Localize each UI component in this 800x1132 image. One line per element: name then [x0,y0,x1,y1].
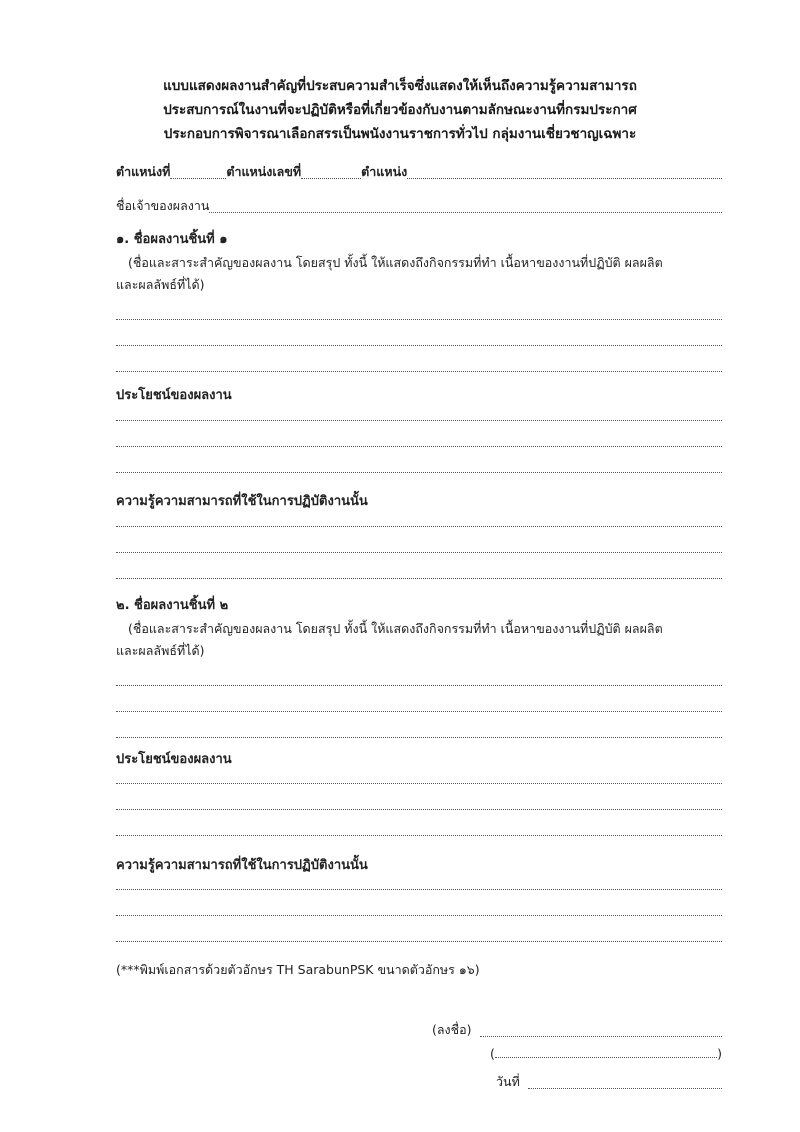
work1-benefit-heading: ประโยชน์ของผลงาน [116,388,232,403]
work1-heading: ๑. ชื่อผลงานชิ้นที่ ๑ [116,232,228,247]
position-number-field[interactable] [301,178,361,179]
work2-knowledge-heading: ความรู้ความสามารถที่ใช้ในการปฏิบัติงานนั้น [116,858,368,873]
position-no-field[interactable] [170,178,226,179]
position-field[interactable] [407,178,722,179]
work2-knowledge-line-3[interactable] [116,941,722,942]
owner-field[interactable] [209,212,722,213]
date-field[interactable] [528,1088,722,1089]
work2-summary-line-1[interactable] [116,685,722,686]
work1-benefit-line-2[interactable] [116,446,722,447]
position-fields-row [116,162,722,182]
work2-instruction [116,618,726,662]
work2-heading: ๒. ชื่อผลงานชิ้นที่ ๒ [116,598,229,613]
signature-label: (ลงชื่อ) [432,1022,472,1037]
position-number-label: ตำแหน่งเลขที่ [226,164,302,179]
position-label: ตำแหน่ง [361,164,408,179]
work1-instruction-line-1: (ชื่อและสาระสำคัญของผลงาน โดยสรุป ทั้งนี้ ให้แสดงถึงกิจกรรมที่ทำ เนื้อหาของงานที่ปฏิบัติ ผลผลิต [128,255,663,270]
work1-knowledge-line-3[interactable] [116,578,722,579]
signature-name-row [420,1046,722,1061]
position-no-label: ตำแหน่งที่ [116,164,171,179]
work2-knowledge-line-2[interactable] [116,915,722,916]
work2-summary-line-2[interactable] [116,711,722,712]
work1-instruction-line-2: และผลลัพธ์ที่ได้) [116,277,205,292]
owner-label: ชื่อเจ้าของผลงาน [116,198,210,213]
signature-row [420,1020,722,1040]
form-title-line-3: ประกอบการพิจารณาเลือกสรรเป็นพนังงานราชการทั่วไป กลุ่มงานเชี่ยวชาญเฉพาะ [163,126,637,142]
work1-summary-line-1[interactable] [116,319,722,320]
work1-summary-line-2[interactable] [116,345,722,346]
form-title-line-1: แบบแสดงผลงานสำคัญที่ประสบความสำเร็จซึ่งแสดงให้เห็นถึงความรู้ความสามารถ [163,78,637,94]
work2-benefit-line-1[interactable] [116,783,722,784]
date-label: วันที่ [496,1074,520,1089]
work2-summary-line-3[interactable] [116,737,722,738]
font-note: (***พิมพ์เอกสารด้วยตัวอักษร TH SarabunPSK ขนาดตัวอักษร ๑๖) [116,962,480,977]
owner-row [116,196,722,216]
work1-knowledge-heading: ความรู้ความสามารถที่ใช้ในการปฏิบัติงานนั้น [116,494,368,509]
work2-benefit-line-2[interactable] [116,809,722,810]
work1-benefit-line-1[interactable] [116,420,722,421]
work1-knowledge-line-1[interactable] [116,526,722,527]
signature-field[interactable] [480,1036,722,1037]
work2-instruction-line-1: (ชื่อและสาระสำคัญของผลงาน โดยสรุป ทั้งนี้ ให้แสดงถึงกิจกรรมที่ทำ เนื้อหาของงานที่ปฏิบัติ ผลผลิต [128,621,663,636]
work1-instruction [116,252,726,296]
work1-knowledge-line-2[interactable] [116,552,722,553]
work2-instruction-line-2: และผลลัพธ์ที่ได้) [116,643,205,658]
work2-benefit-line-3[interactable] [116,835,722,836]
name-close-paren: ) [717,1046,722,1061]
name-open-paren: ( [490,1046,495,1061]
signature-name-field[interactable] [495,1057,717,1058]
work2-benefit-heading: ประโยชน์ของผลงาน [116,752,232,767]
work1-summary-line-3[interactable] [116,371,722,372]
work1-benefit-line-3[interactable] [116,472,722,473]
form-title-line-2: ประสบการณ์ในงานที่จะปฏิบัติหรือที่เกี่ยวข้องกับงานตามลักษณะงานที่กรมประกาศ [163,102,637,118]
work2-knowledge-line-1[interactable] [116,889,722,890]
date-row [420,1072,722,1092]
